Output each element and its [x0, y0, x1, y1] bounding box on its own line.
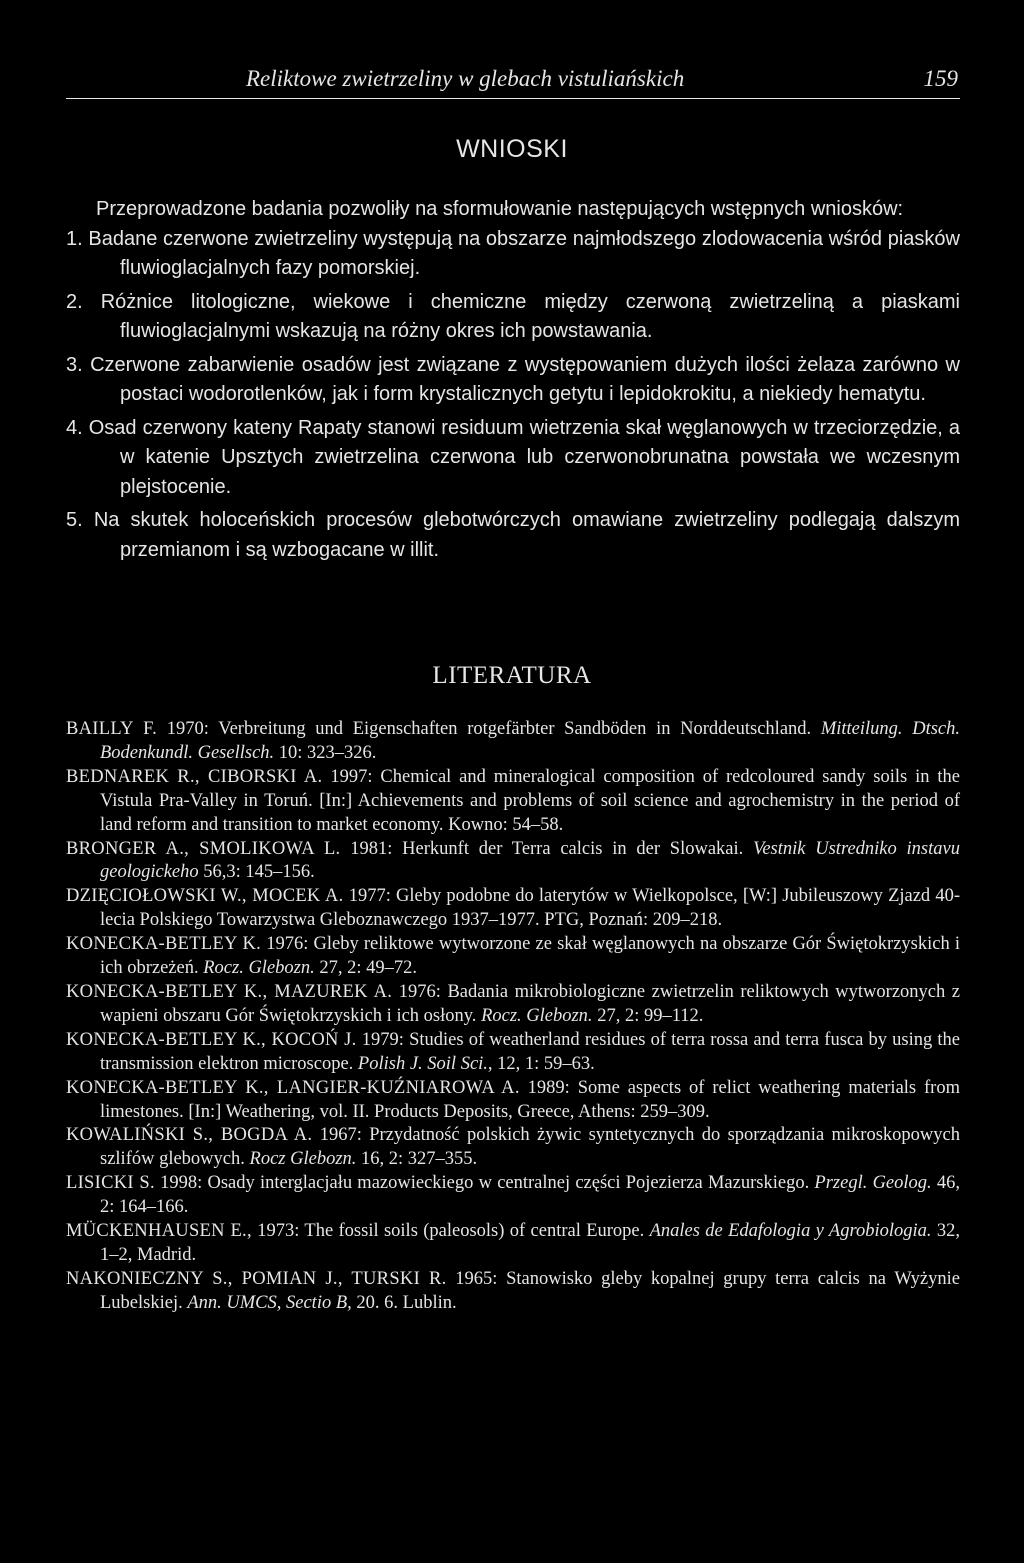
reference-item	[66, 981, 960, 1029]
reference-text: 1976: Gleby reliktowe wytworzone ze skał węglanowych na obszarze Gór Świętokrzyskich i ich obrzeżeń.	[100, 934, 960, 979]
reference-journal: Anales de Edafologia y Agrobiologia.	[649, 1221, 932, 1242]
reference-tail: , 12, 1: 59–63.	[487, 1053, 595, 1074]
reference-item	[66, 933, 960, 981]
reference-item	[66, 1124, 960, 1172]
reference-journal: Ann. UMCS, Sectio B,	[187, 1292, 352, 1313]
reference-text: 1989: Some aspects of relict weathering materials from limestones. [In:] Weathering, vol. II. Products Deposits, Greece, Athens: 259–309.	[100, 1077, 960, 1122]
reference-tail: 46, 2: 164–166.	[100, 1173, 960, 1218]
reference-authors: DZIĘCIOŁOWSKI W., MOCEK A.	[66, 886, 344, 907]
reference-text: 1998: Osady interglacjału mazowieckiego w centralnej części Pojezierza Mazurskiego.	[154, 1173, 815, 1194]
reference-item	[66, 1172, 960, 1220]
reference-text: 1977: Gleby podobne do laterytów w Wielkopolsce, [W:] Jubileuszowy Zjazd 40-lecia Polskiego Towarzystwa Gleboznawczego 1937–1977. PTG, Poznań: 209–218.	[100, 886, 960, 931]
page-number: 159	[923, 66, 958, 91]
reference-tail: 10: 323–326.	[274, 742, 377, 763]
reference-authors: KONECKA-BETLEY K., LANGIER-KUŹNIAROWA A.	[66, 1077, 520, 1098]
reference-item	[66, 1220, 960, 1268]
reference-authors: NAKONIECZNY S., POMIAN J., TURSKI R.	[66, 1268, 447, 1289]
conclusion-item-5: 5. Na skutek holoceńskich procesów glebotwórczych omawiane zwietrzeliny podlegają dalszym przemianom i są wzbogacane w illit.	[66, 509, 960, 561]
conclusions-heading: WNIOSKI	[456, 135, 568, 163]
reference-authors: LISICKI S.	[66, 1173, 155, 1194]
reference-authors: KOWALIŃSKI S., BOGDA A.	[66, 1125, 313, 1146]
reference-item	[66, 838, 960, 886]
reference-item	[66, 885, 960, 933]
reference-text: 1997: Chemical and mineralogical composition of redcoloured sandy soils in the Vistula Pra-Valley in Toruń. [In:] Achievements and problems of soil science and agrochemistry in the period of land reform and transition to market economy. Kowno: 54–58.	[100, 766, 960, 835]
reference-item	[66, 718, 960, 766]
reference-text: 1973: The fossil soils (paleosols) of central Europe.	[251, 1221, 650, 1242]
conclusion-item-4: 4. Osad czerwony kateny Rapaty stanowi residuum wietrzenia skał węglanowych w trzeciorzędzie, a w katenie Upsztych zwietrzelina czerwona lub czerwonobrunatna powstała we wczesnym plejstocenie.	[66, 416, 960, 498]
reference-item	[66, 1268, 960, 1316]
reference-authors: BAILLY F.	[66, 719, 158, 739]
reference-journal: Przegl. Geolog.	[814, 1173, 932, 1194]
reference-text: 1970: Verbreitung und Eigenschaften rotgefärbter Sandböden in Norddeutschland.	[157, 719, 821, 739]
reference-authors: BEDNAREK R., CIBORSKI A.	[66, 766, 323, 787]
reference-journal: Polish J. Soil Sci.	[357, 1053, 488, 1074]
reference-journal: Rocz Glebozn.	[249, 1149, 357, 1170]
reference-item	[66, 766, 960, 838]
reference-tail: 56,3: 145–156.	[198, 862, 315, 883]
running-head	[66, 64, 960, 99]
conclusions-section	[66, 195, 960, 565]
reference-authors: KONECKA-BETLEY K., KOCOŃ J.	[66, 1029, 357, 1050]
reference-item	[66, 1029, 960, 1077]
reference-authors: BRONGER A., SMOLIKOWA L.	[66, 838, 341, 859]
reference-tail: 20. 6. Lublin.	[351, 1292, 457, 1313]
conclusions-intro: Przeprowadzone badania pozwoliły na sformułowanie następujących wstępnych wniosków:	[96, 198, 904, 220]
reference-authors: KONECKA-BETLEY K.	[66, 934, 262, 955]
conclusion-item-1: 1. Badane czerwone zwietrzeliny występują na obszarze najmłodszego zlodowacenia wśród piasków fluwioglacjalnych fazy pomorskiej.	[66, 227, 960, 279]
reference-journal: Mitteilung. Dtsch. Bodenkundl. Gesellsch.	[100, 719, 961, 763]
running-title: Reliktowe zwietrzeliny w glebach vistuliańskich	[246, 66, 685, 91]
reference-text: 1981: Herkunft der Terra calcis in der Slowakai.	[340, 838, 754, 859]
reference-tail: 16, 2: 327–355.	[356, 1149, 478, 1170]
reference-tail: 27, 2: 49–72.	[314, 958, 417, 979]
reference-tail: 32, 1–2, Madrid.	[100, 1221, 960, 1265]
reference-text: 1967: Przydatność polskich żywic syntetycznych do sporządzania mikroskopowych szlifów glebowych.	[100, 1125, 960, 1170]
reference-tail: 27, 2: 99–112.	[592, 1005, 704, 1026]
reference-authors: MÜCKENHAUSEN E.,	[66, 1221, 252, 1242]
reference-item	[66, 1077, 960, 1125]
reference-journal: Vestnik Ustredniko instavu geologickeho	[100, 838, 960, 883]
conclusion-item-3: 3. Czerwone zabarwienie osadów jest związane z występowaniem dużych ilości żelaza zarówno w postaci wodorotlenków, jak i form krystalicznych getytu i lepidokrokitu, a niekiedy hematytu.	[66, 353, 960, 405]
reference-text: 1979: Studies of weatherland residues of terra rossa and terra fusca by using the transmission elektron microscope.	[100, 1029, 960, 1074]
reference-authors: KONECKA-BETLEY K., MAZUREK A.	[66, 981, 393, 1002]
reference-text: 1976: Badania mikrobiologiczne zwietrzelin reliktowych wytworzonych z wapieni obszaru Gór Świętokrzyskich i ich osłony.	[100, 981, 960, 1026]
references-heading: LITERATURA	[432, 662, 592, 689]
reference-journal: Rocz. Glebozn.	[203, 958, 315, 979]
reference-journal: Rocz. Glebozn.	[481, 1005, 593, 1026]
reference-text: 1965: Stanowisko gleby kopalnej grupy terra calcis na Wyżynie Lubelskiej.	[100, 1268, 960, 1313]
references-list	[66, 718, 960, 1316]
conclusion-item-2: 2. Różnice litologiczne, wiekowe i chemiczne między czerwoną zwietrzeliną a piaskami fluwioglacjalnymi wskazują na różny okres ich powstawania.	[66, 290, 960, 342]
